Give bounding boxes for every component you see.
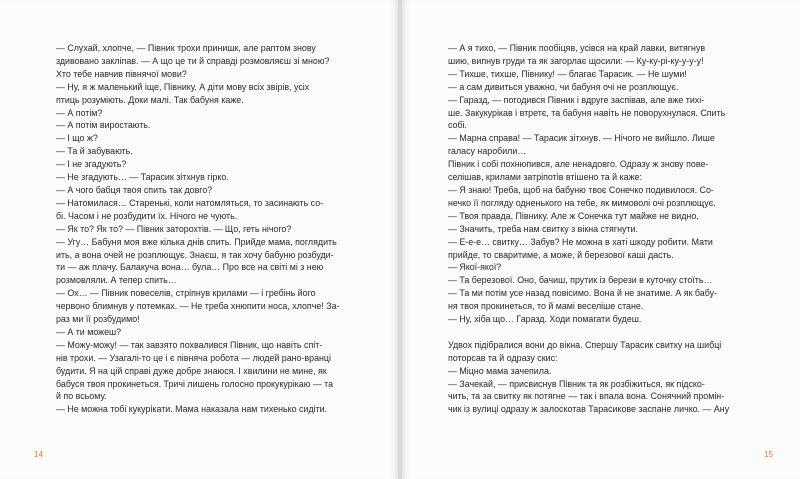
- left-page-number: 14: [34, 450, 43, 459]
- text-line: раз ми її розбудимо!: [56, 314, 140, 325]
- text-line: — А я тихо, — Півник пообіцяв, усівся на край лавки, витягнув: [448, 43, 706, 53]
- text-line: — Не можна тобі кукурікати. Мама наказала нам тихенько сидіти.: [56, 404, 328, 415]
- text-line: — А потім?: [56, 107, 103, 118]
- text-line: — Та й забувають.: [56, 146, 133, 157]
- text-line: галасу наробили…: [448, 146, 527, 157]
- text-line: — Натомилася… Старенькі, коли натомляться, то засинають со-: [56, 197, 324, 208]
- text-line: селішав, крилами затріпотів втішено та й каже:: [448, 172, 642, 183]
- text-line: — І не згадують?: [56, 159, 127, 170]
- text-line: Півник і собі похнюпився, але ненадовго. Одразу ж знову пове-: [448, 159, 709, 170]
- text-line: — Я знаю! Треба, щоб на бабуню твоє Сонечко подивилося. Со-: [448, 184, 714, 195]
- text-line: ня твоя прокинеться, то й мамі веселіше стане.: [448, 301, 644, 312]
- text-line: бабуся твоя прокинеться. Тричі лишень голосно прокукурікаю — та: [56, 378, 334, 389]
- text-line: — Гаразд, — погодився Півник і вдруге заспівав, але вже тихі-: [448, 94, 705, 105]
- text-line: — Ну, хіба що… Гаразд. Ходи помагати будеш.: [448, 314, 642, 325]
- text-line: — Зачекай, — присвиснув Півник та як розбіжиться, як підско-: [448, 378, 705, 389]
- text-line: — Ну, я ж маленький іще, Півнику. А діти мову всіх звірів, усіх: [56, 81, 310, 92]
- right-page-number: 15: [764, 450, 773, 459]
- left-page: [0, 0, 398, 479]
- text-line: — Та березової. Оно, бачиш, прутик із берези в куточку стоїть…: [448, 275, 713, 286]
- text-line: нів трохи. — Узагалі-то це і є півнячa робота — людей рано-вранці: [56, 352, 331, 363]
- text-line: собі.: [448, 120, 467, 131]
- right-page-text: [448, 42, 748, 416]
- text-line: червоно блимнув у потемках. — Не треба хнюпити носа, хлопче! За-: [56, 301, 340, 312]
- text-line: — Та ми потім усе назад повісимо. Вона й не знатиме. А як бабу-: [448, 288, 718, 299]
- text-line: ить, а вона очей не розплющує. Знаєш, я так хочу бабуню розбуди-: [56, 249, 334, 260]
- text-line: Хто тебе навчив півнячої мови?: [56, 68, 187, 79]
- text-line: птиць розуміють. Доки малі. Так бабуня каже.: [56, 94, 244, 105]
- right-page: [402, 0, 800, 479]
- text-line: — Тихше, тихше, Півнику! — благає Тарасик. — Не шуми!: [448, 68, 687, 79]
- text-line: — Е-е-е… свитку… Забув? Не можна в хаті шкоду робити. Мати: [448, 236, 713, 247]
- text-line: нечко її погляду одненького на тебе, як мимоволі очі розплющує.: [448, 197, 716, 208]
- text-line: ти — аж плачу. Балакуча вона… була… Про все на світі мі з нею: [56, 262, 324, 273]
- left-page-text: [56, 42, 356, 416]
- text-line: — Марна справа! — Тарасик зітхнув. — Нічого не вийшло. Лише: [448, 133, 715, 144]
- text-line: — А чого бабця твоя спить так довго?: [56, 184, 213, 195]
- text-line: чить, та за свитку як потягне — так і впала вона. Сонячний промін-: [448, 391, 725, 402]
- text-line: — Якої-якої?: [448, 262, 502, 273]
- text-line: — а сам дивиться уважно, чи бабуня очі не розплющує.: [448, 81, 679, 92]
- text-line: ше. Закукурікав і втретє, та бабуня навіть не поворухнулася. Спить: [448, 107, 726, 118]
- text-line: бі. Часом і не розбудити їх. Нічого не чують.: [56, 210, 238, 221]
- text-line: — А потім виростають.: [56, 120, 151, 131]
- text-line: — Слухай, хлопче, — Півник трохи принишк, але раптом знову: [56, 43, 316, 53]
- text-line: розмовляли. А тепер спить…: [56, 275, 177, 286]
- text-line: — Значить, треба нам свитку з вікна стягнути.: [448, 223, 638, 234]
- paragraph-gap: [448, 326, 748, 339]
- text-line: шию, випнув груди та як загорлає щосили: — Ку-ку-рі-ку-у-у-у!: [448, 55, 704, 66]
- text-line: поторсав та й одразу скис:: [448, 352, 558, 363]
- text-line: — Твоя правда, Півнику. Але ж Сонечка тут майже не видно.: [448, 210, 699, 221]
- text-line: — І що ж?: [56, 133, 98, 144]
- text-line: — Як то? Як то? — Півник заторохтів. — Що, геть нічого?: [56, 223, 292, 234]
- text-line: й по всьому.: [56, 391, 107, 402]
- text-line: — Угу… Бабуня моя вже кілька днів спить. Прийде мама, поглядить: [56, 236, 337, 247]
- text-line: здивовано закліпав. — А що це ти й справді розмовляєш зі мною?: [56, 55, 330, 66]
- text-line: — А ти можеш?: [56, 326, 122, 337]
- text-line: — Не згадують… — Тарасик зітхнув гірко.: [56, 172, 229, 183]
- text-line: чик із вулиці одразу ж залоскотав Тарасикове заспане личко. — Ану: [448, 404, 730, 415]
- text-line: Удвох підібралися вони до вікна. Спершу Тарасик свитку на шибці: [448, 339, 722, 350]
- text-line: прийде, то сваритиме, а може, й березової каші дасть.: [448, 249, 674, 260]
- text-line: — Ох… — Півник повеселів, стріпнув крилами — і гребінь його: [56, 288, 316, 299]
- text-line: — Можу-можу! — так завзято похвалився Півник, що навіть спіт-: [56, 339, 323, 350]
- text-line: будити. Я на цій справі дуже добре знаюся. І хвилини не мине, як: [56, 365, 327, 376]
- text-line: — Міцно мама зачепила.: [448, 365, 552, 376]
